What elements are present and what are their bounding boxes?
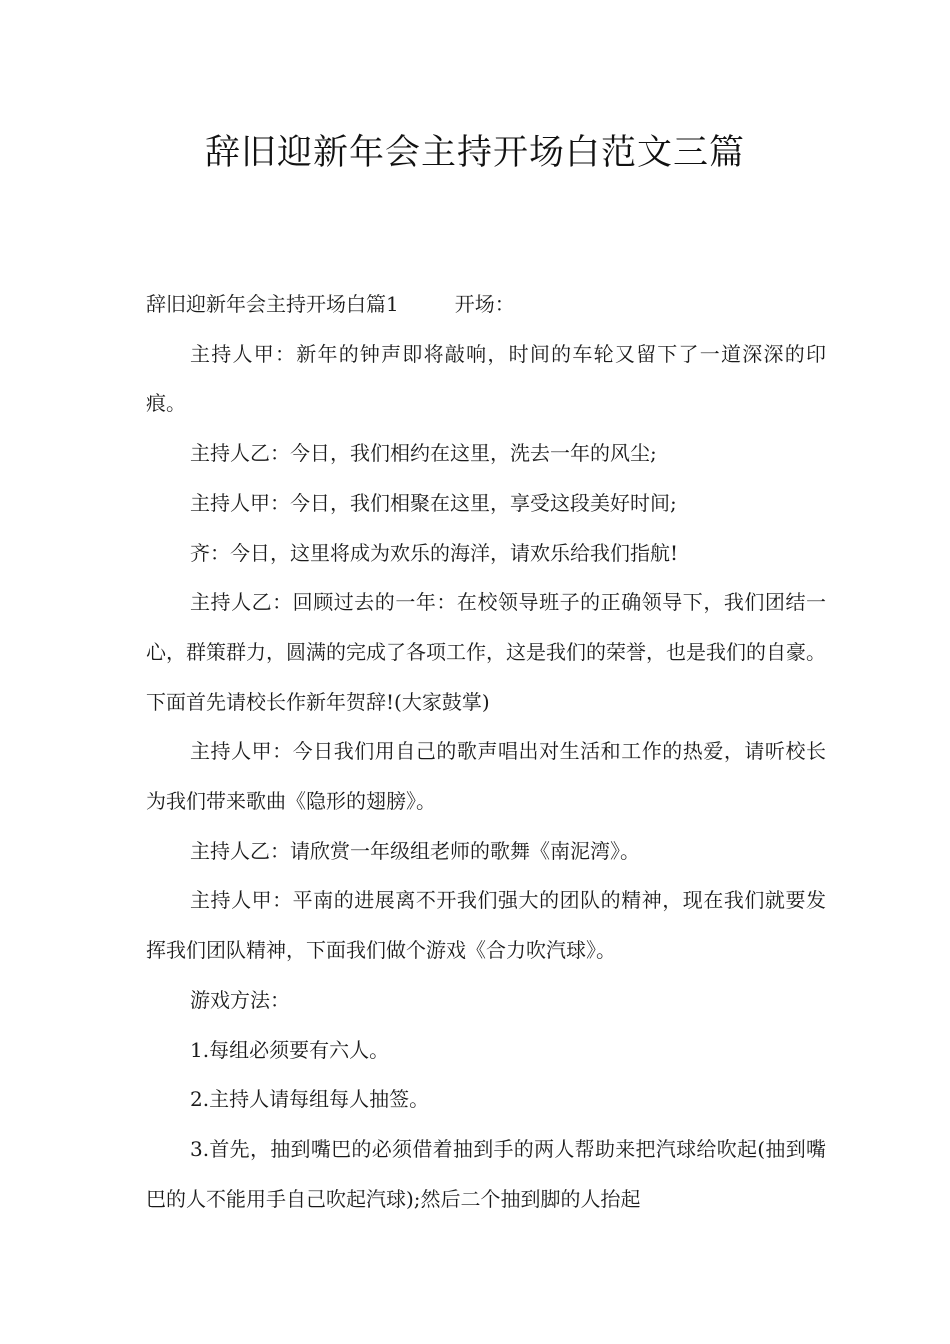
paragraph: 2.主持人请每组每人抽签。: [190, 1087, 430, 1112]
paragraph: 主持人甲：今日我们用自己的歌声唱出对生活和工作的热爱，请听校长为我们带来歌曲《隐形的翅膀》。: [146, 739, 826, 814]
paragraph: 主持人甲：平南的进展离不开我们强大的团队的精神，现在我们就要发挥我们团队精神，下面我们做个游戏《合力吹汽球》。: [146, 888, 826, 963]
paragraph: 游戏方法：: [190, 987, 290, 1012]
document-body: [146, 280, 826, 1224]
paragraph: 主持人乙：回顾过去的一年：在校领导班子的正确领导下，我们团结一心，群策群力，圆满的完成了各项工作，这是我们的荣誉，也是我们的自豪。下面首先请校长作新年贺辞!(大家鼓掌): [146, 590, 826, 714]
section-heading-text: 辞旧迎新年会主持开场白篇1: [146, 292, 399, 316]
paragraph: 3.首先，抽到嘴巴的必须借着抽到手的两人帮助来把汽球给吹起(抽到嘴巴的人不能用手自己吹起汽球);然后二个抽到脚的人抬起: [146, 1136, 826, 1211]
paragraph: 齐：今日，这里将成为欢乐的海洋，请欢乐给我们指航!: [190, 540, 679, 565]
paragraph: 主持人乙：请欣赏一年级组老师的歌舞《南泥湾》。: [190, 838, 640, 863]
paragraph: 1.每组必须要有六人。: [190, 1037, 390, 1062]
section-label: 开场：: [454, 292, 515, 316]
paragraph: 主持人乙：今日，我们相约在这里，洗去一年的风尘;: [190, 441, 657, 466]
section-heading: [146, 280, 826, 330]
paragraph: 主持人甲：新年的钟声即将敲响，时间的车轮又留下了一道深深的印痕。: [146, 341, 826, 416]
paragraph: 主持人甲：今日，我们相聚在这里，享受这段美好时间;: [190, 490, 677, 515]
page-title: 辞旧迎新年会主持开场白范文三篇: [204, 133, 745, 173]
